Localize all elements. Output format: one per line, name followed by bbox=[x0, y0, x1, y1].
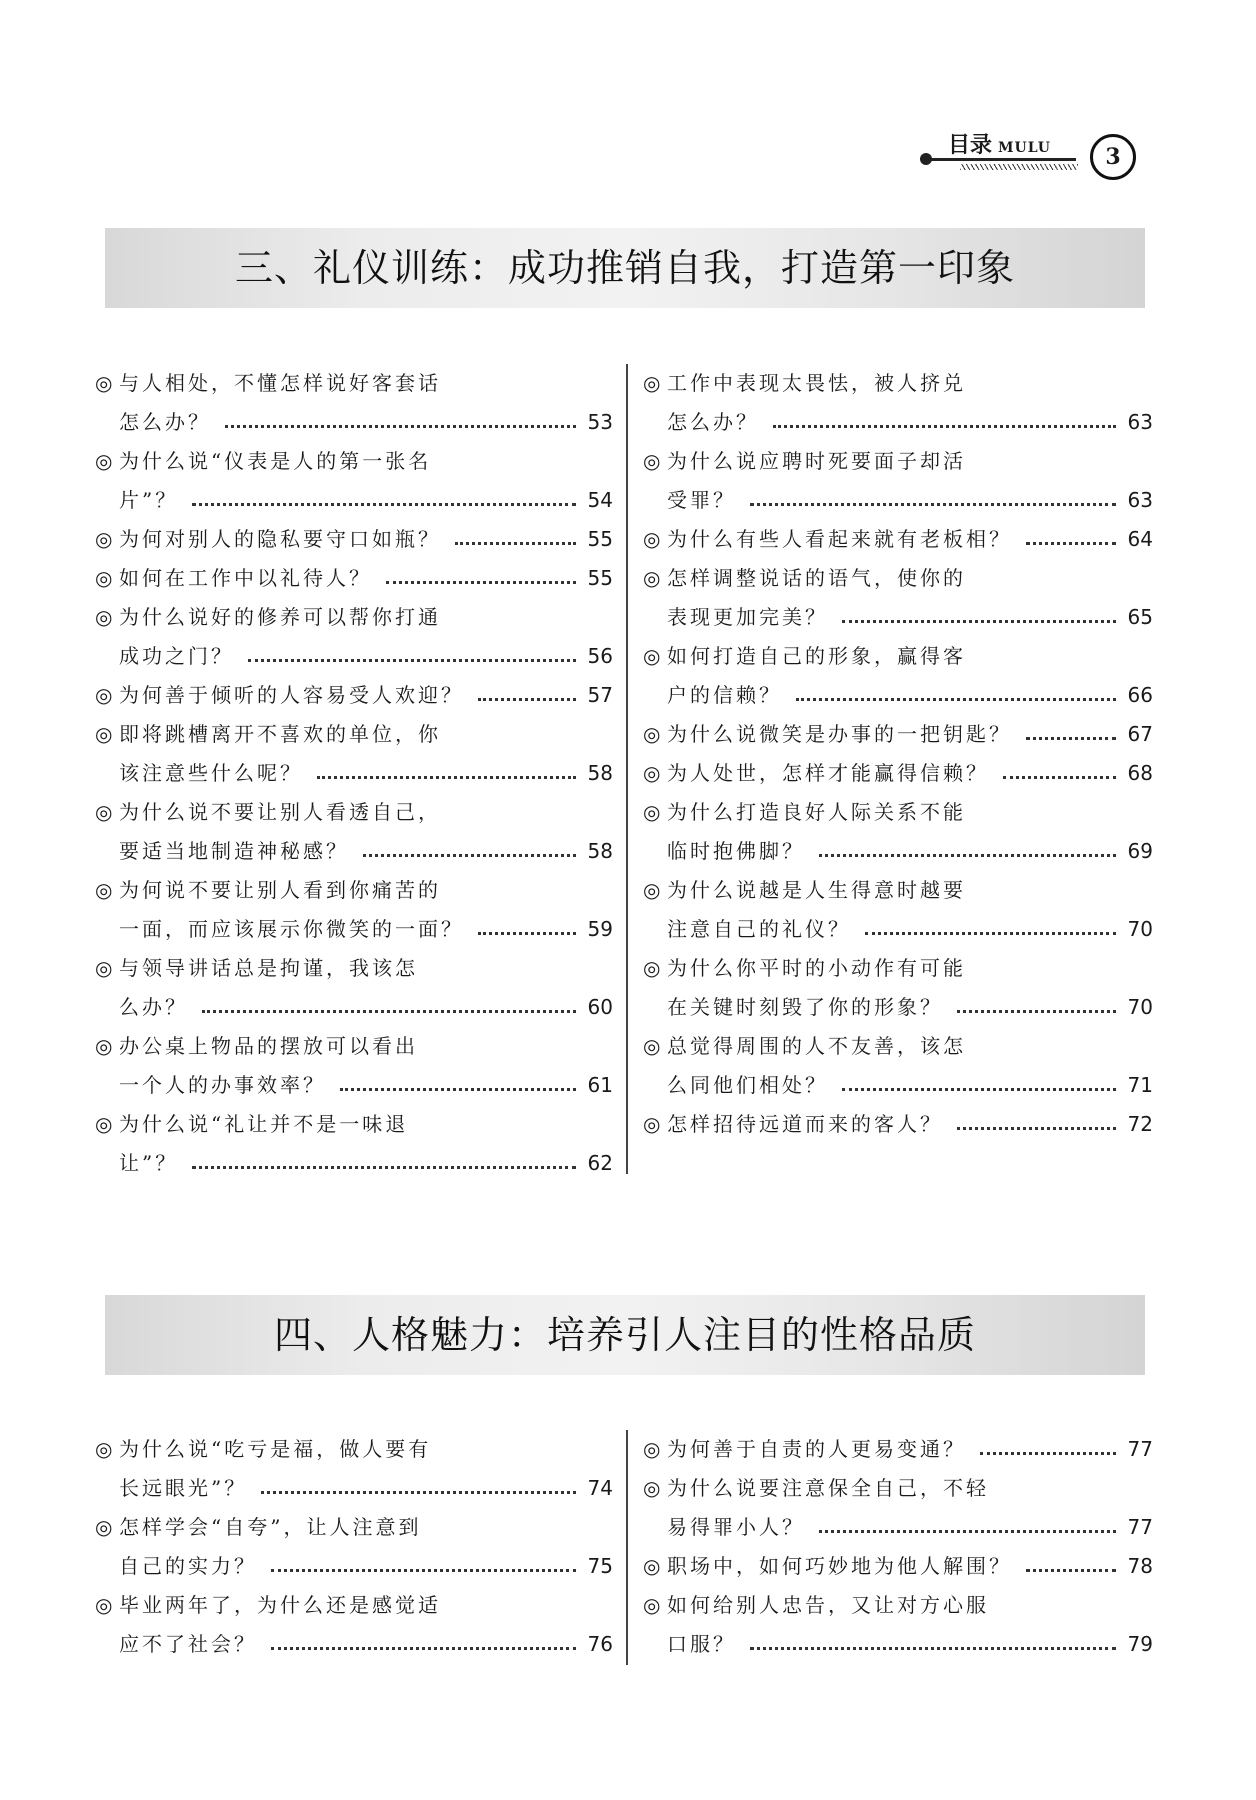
toc-entry-title: 为何说不要让别人看到你痛苦的 bbox=[119, 878, 441, 902]
leader-dots bbox=[317, 776, 576, 779]
header-title-cn: 目录 bbox=[948, 132, 993, 158]
leader-dots bbox=[957, 1010, 1116, 1013]
toc-entry-title: 工作中表现太畏怯，被人挤兑 bbox=[667, 371, 966, 395]
leader-dots bbox=[261, 1491, 575, 1494]
toc-entry-first-line bbox=[643, 442, 1153, 481]
bullet-icon: ◎ bbox=[95, 527, 113, 551]
toc-entry-first-line bbox=[643, 559, 1153, 598]
toc-page-number: 58 bbox=[587, 839, 613, 863]
bullet-icon: ◎ bbox=[643, 371, 661, 395]
bullet-icon: ◎ bbox=[643, 1034, 661, 1058]
toc-entry-first-line bbox=[643, 364, 1153, 403]
toc-entry[interactable] bbox=[643, 1027, 1153, 1105]
toc-entry-last-line bbox=[643, 988, 1153, 1027]
toc-entry[interactable] bbox=[643, 559, 1153, 637]
toc-page-number: 70 bbox=[1127, 995, 1153, 1019]
leader-dots bbox=[1026, 1569, 1116, 1572]
toc-page-number: 62 bbox=[587, 1151, 613, 1175]
toc-entry[interactable] bbox=[643, 520, 1153, 559]
toc-entry-title: 办公桌上物品的摆放可以看出 bbox=[119, 1034, 418, 1058]
leader-dots bbox=[1003, 776, 1116, 779]
bullet-icon: ◎ bbox=[643, 644, 661, 668]
leader-dots bbox=[225, 425, 576, 428]
toc-entry[interactable] bbox=[95, 793, 613, 871]
toc-entry-first-line bbox=[643, 1469, 1153, 1508]
toc-entry-last-line bbox=[643, 832, 1153, 871]
bullet-icon: ◎ bbox=[95, 1593, 113, 1617]
toc-entry-last-line bbox=[643, 715, 1153, 754]
toc-entry-title: 怎样学会“自夸”，让人注意到 bbox=[119, 1515, 422, 1539]
bullet-icon: ◎ bbox=[95, 566, 113, 590]
leader-dots bbox=[478, 698, 576, 701]
toc-entry[interactable] bbox=[95, 676, 613, 715]
toc-page-number: 75 bbox=[587, 1554, 613, 1578]
toc-entry-title-cont: 户的信赖？ bbox=[667, 683, 782, 707]
toc-entry-last-line bbox=[95, 1469, 613, 1508]
toc-entry-last-line bbox=[95, 559, 613, 598]
leader-dots bbox=[478, 932, 576, 935]
leader-dots bbox=[980, 1452, 1116, 1455]
toc-entry[interactable] bbox=[95, 559, 613, 598]
toc-page-number: 69 bbox=[1127, 839, 1153, 863]
toc-entry-title: 为什么说好的修养可以帮你打通 bbox=[119, 605, 441, 629]
toc-entry-last-line bbox=[643, 403, 1153, 442]
toc-entry-title: 为什么说应聘时死要面子却活 bbox=[667, 449, 966, 473]
toc-entry-title: 为何善于自责的人更易变通？ bbox=[667, 1437, 966, 1461]
toc-entry[interactable] bbox=[643, 1547, 1153, 1586]
toc-entry[interactable] bbox=[643, 793, 1153, 871]
leader-dots bbox=[842, 620, 1116, 623]
toc-entry-last-line bbox=[95, 403, 613, 442]
toc-entry[interactable] bbox=[95, 1586, 613, 1664]
bullet-icon: ◎ bbox=[95, 800, 113, 824]
toc-entry-first-line bbox=[95, 793, 613, 832]
toc-page-number: 55 bbox=[587, 566, 613, 590]
toc-page-number: 61 bbox=[587, 1073, 613, 1097]
toc-entry-title: 即将跳槽离开不喜欢的单位，你 bbox=[119, 722, 441, 746]
toc-entry-last-line bbox=[643, 1066, 1153, 1105]
toc-entry[interactable] bbox=[95, 520, 613, 559]
toc-entry-last-line bbox=[95, 481, 613, 520]
toc-page-number: 78 bbox=[1127, 1554, 1153, 1578]
toc-entry-last-line bbox=[643, 1547, 1153, 1586]
toc-page-number: 67 bbox=[1127, 722, 1153, 746]
leader-dots bbox=[192, 503, 575, 506]
toc-entry[interactable] bbox=[95, 1105, 613, 1183]
toc-entry-title: 怎样招待远道而来的客人？ bbox=[667, 1112, 943, 1136]
bullet-icon: ◎ bbox=[95, 1034, 113, 1058]
toc-page-number: 56 bbox=[587, 644, 613, 668]
toc-entry-first-line bbox=[95, 1586, 613, 1625]
bullet-icon: ◎ bbox=[95, 1437, 113, 1461]
toc-entry-last-line bbox=[95, 637, 613, 676]
toc-entry-title-cont: 片”？ bbox=[119, 488, 179, 512]
toc-entry-last-line bbox=[95, 910, 613, 949]
toc-entry-first-line bbox=[95, 442, 613, 481]
bullet-icon: ◎ bbox=[95, 1112, 113, 1136]
leader-dots bbox=[271, 1647, 576, 1650]
leader-dots bbox=[1026, 542, 1116, 545]
toc-entry-title-cont: 易得罪小人？ bbox=[667, 1515, 805, 1539]
bullet-icon: ◎ bbox=[643, 449, 661, 473]
toc-entry-title: 如何打造自己的形象，赢得客 bbox=[667, 644, 966, 668]
bullet-icon: ◎ bbox=[643, 878, 661, 902]
toc-entry-last-line bbox=[95, 988, 613, 1027]
bullet-icon: ◎ bbox=[95, 956, 113, 980]
toc-entry[interactable] bbox=[643, 1586, 1153, 1664]
toc-entry-title: 怎样调整说话的语气，使你的 bbox=[667, 566, 966, 590]
toc-entry-last-line bbox=[643, 1430, 1153, 1469]
leader-dots bbox=[271, 1569, 576, 1572]
header-hatch bbox=[960, 164, 1078, 170]
bullet-icon: ◎ bbox=[95, 683, 113, 707]
toc-entry[interactable] bbox=[95, 598, 613, 676]
page-number: 3 bbox=[1090, 134, 1136, 180]
toc-entry-title-cont: 一个人的办事效率？ bbox=[119, 1073, 326, 1097]
toc-entry-first-line bbox=[643, 793, 1153, 832]
toc-entry[interactable] bbox=[95, 715, 613, 793]
leader-dots bbox=[842, 1088, 1116, 1091]
toc-column-left bbox=[95, 1430, 613, 1664]
toc-entry-title-cont: 要适当地制造神秘感？ bbox=[119, 839, 349, 863]
toc-page-number: 77 bbox=[1127, 1515, 1153, 1539]
toc-entry-last-line bbox=[643, 1508, 1153, 1547]
leader-dots bbox=[819, 1530, 1116, 1533]
toc-entry-title: 为什么说不要让别人看透自己， bbox=[119, 800, 441, 824]
toc-entry-title: 为什么说要注意保全自己，不轻 bbox=[667, 1476, 989, 1500]
toc-page-number: 54 bbox=[587, 488, 613, 512]
bullet-icon: ◎ bbox=[95, 605, 113, 629]
toc-page-number: 57 bbox=[587, 683, 613, 707]
section-title: 四、人格魅力：培养引人注目的性格品质 bbox=[273, 1313, 976, 1357]
toc-page-number: 63 bbox=[1127, 410, 1153, 434]
toc-entry-last-line bbox=[95, 754, 613, 793]
toc-page-number: 68 bbox=[1127, 761, 1153, 785]
toc-entry-title-cont: 在关键时刻毁了你的形象？ bbox=[667, 995, 943, 1019]
toc-entry-last-line bbox=[643, 754, 1153, 793]
toc-entry-title-cont: 临时抱佛脚？ bbox=[667, 839, 805, 863]
toc-entry[interactable] bbox=[643, 1469, 1153, 1547]
toc-entry-first-line bbox=[95, 949, 613, 988]
bullet-icon: ◎ bbox=[95, 1515, 113, 1539]
bullet-icon: ◎ bbox=[643, 800, 661, 824]
toc-entry-title-cont: 怎么办？ bbox=[667, 410, 759, 434]
toc-entry-title: 为什么打造良好人际关系不能 bbox=[667, 800, 966, 824]
toc-entry-last-line bbox=[95, 832, 613, 871]
toc-entry-title-cont: 该注意些什么呢？ bbox=[119, 761, 303, 785]
toc-entry-title: 为什么你平时的小动作有可能 bbox=[667, 956, 966, 980]
toc-page-number: 65 bbox=[1127, 605, 1153, 629]
bullet-icon: ◎ bbox=[95, 722, 113, 746]
toc-entry-last-line bbox=[95, 1144, 613, 1183]
toc-entry-first-line bbox=[643, 1027, 1153, 1066]
toc-page-number: 74 bbox=[587, 1476, 613, 1500]
toc-entry-title: 为人处世，怎样才能赢得信赖？ bbox=[667, 761, 989, 785]
toc-entry-title: 为何善于倾听的人容易受人欢迎？ bbox=[119, 683, 464, 707]
toc-page-number: 58 bbox=[587, 761, 613, 785]
leader-dots bbox=[819, 854, 1116, 857]
leader-dots bbox=[340, 1088, 576, 1091]
toc-entry-first-line bbox=[643, 1586, 1153, 1625]
toc-entry-last-line bbox=[95, 520, 613, 559]
header-dot bbox=[920, 153, 932, 165]
toc-entry-last-line bbox=[95, 1066, 613, 1105]
toc-entry-title: 为什么说“仪表是人的第一张名 bbox=[119, 449, 432, 473]
toc-entry[interactable] bbox=[643, 871, 1153, 949]
leader-dots bbox=[750, 1647, 1116, 1650]
toc-entry-title: 如何在工作中以礼待人？ bbox=[119, 566, 372, 590]
toc-page-number: 55 bbox=[587, 527, 613, 551]
toc-entry-title-cont: 么同他们相处？ bbox=[667, 1073, 828, 1097]
toc-entry-title: 毕业两年了，为什么还是感觉适 bbox=[119, 1593, 441, 1617]
toc-entry[interactable] bbox=[643, 364, 1153, 442]
leader-dots bbox=[957, 1127, 1116, 1130]
toc-entry-last-line bbox=[95, 1547, 613, 1586]
toc-entry-last-line bbox=[95, 676, 613, 715]
toc-page-number: 53 bbox=[587, 410, 613, 434]
leader-dots bbox=[386, 581, 576, 584]
toc-entry[interactable] bbox=[95, 1430, 613, 1508]
toc-entry-last-line bbox=[643, 910, 1153, 949]
toc-entry[interactable] bbox=[95, 442, 613, 520]
toc-entry-title: 为什么有些人看起来就有老板相？ bbox=[667, 527, 1012, 551]
toc-entry-title: 如何给别人忠告，又让对方心服 bbox=[667, 1593, 989, 1617]
toc-entry-title: 总觉得周围的人不友善，该怎 bbox=[667, 1034, 966, 1058]
toc-page-number: 64 bbox=[1127, 527, 1153, 551]
toc-entry-first-line bbox=[95, 715, 613, 754]
header-title bbox=[948, 128, 1051, 159]
bullet-icon: ◎ bbox=[95, 371, 113, 395]
toc-entry-last-line bbox=[643, 481, 1153, 520]
toc-page-number: 59 bbox=[587, 917, 613, 941]
toc-entry[interactable] bbox=[643, 637, 1153, 715]
toc-page-number: 71 bbox=[1127, 1073, 1153, 1097]
bullet-icon: ◎ bbox=[643, 1593, 661, 1617]
toc-entry-title-cont: 表现更加完美？ bbox=[667, 605, 828, 629]
toc-entry[interactable] bbox=[643, 754, 1153, 793]
toc-page-number: 63 bbox=[1127, 488, 1153, 512]
toc-entry-title-cont: 让”？ bbox=[119, 1151, 179, 1175]
toc-entry-title-cont: 注意自己的礼仪？ bbox=[667, 917, 851, 941]
toc-entry-last-line bbox=[643, 1625, 1153, 1664]
bullet-icon: ◎ bbox=[643, 1437, 661, 1461]
toc-entry[interactable] bbox=[643, 1105, 1153, 1144]
toc-entry-last-line bbox=[643, 676, 1153, 715]
toc-entry[interactable] bbox=[95, 364, 613, 442]
toc-entry-title: 职场中，如何巧妙地为他人解围？ bbox=[667, 1554, 1012, 1578]
bullet-icon: ◎ bbox=[643, 566, 661, 590]
header-title-latin: MULU bbox=[998, 140, 1052, 156]
toc-entry-last-line bbox=[95, 1625, 613, 1664]
bullet-icon: ◎ bbox=[643, 1476, 661, 1500]
toc-column-left bbox=[95, 364, 613, 1183]
toc-entry-first-line bbox=[643, 871, 1153, 910]
leader-dots bbox=[865, 932, 1116, 935]
toc-entry-title: 为何对别人的隐私要守口如瓶？ bbox=[119, 527, 441, 551]
toc-page-number: 77 bbox=[1127, 1437, 1153, 1461]
toc-entry-title: 为什么说“礼让并不是一味退 bbox=[119, 1112, 409, 1136]
toc-entry-first-line bbox=[643, 949, 1153, 988]
toc-entry-title-cont: 一面，而应该展示你微笑的一面？ bbox=[119, 917, 464, 941]
toc-entry-last-line bbox=[643, 1105, 1153, 1144]
toc-entry-title: 为什么说“吃亏是福，做人要有 bbox=[119, 1437, 432, 1461]
toc-entry-title-cont: 怎么办？ bbox=[119, 410, 211, 434]
leader-dots bbox=[455, 542, 576, 545]
toc-entry[interactable] bbox=[643, 1430, 1153, 1469]
leader-dots bbox=[248, 659, 576, 662]
toc-entry-title-cont: 自己的实力？ bbox=[119, 1554, 257, 1578]
toc-entry-first-line bbox=[95, 1430, 613, 1469]
toc-entry-title: 为什么说越是人生得意时越要 bbox=[667, 878, 966, 902]
toc-entry-first-line bbox=[95, 871, 613, 910]
toc-entry-first-line bbox=[95, 1508, 613, 1547]
leader-dots bbox=[773, 425, 1116, 428]
bullet-icon: ◎ bbox=[643, 761, 661, 785]
toc-page-number: 70 bbox=[1127, 917, 1153, 941]
toc-entry[interactable] bbox=[95, 871, 613, 949]
leader-dots bbox=[1026, 737, 1116, 740]
leader-dots bbox=[363, 854, 576, 857]
toc-column-right bbox=[643, 364, 1153, 1144]
toc-entry-title: 为什么说微笑是办事的一把钥匙？ bbox=[667, 722, 1012, 746]
toc-entry-title-cont: 么办？ bbox=[119, 995, 188, 1019]
toc-entry-first-line bbox=[95, 1027, 613, 1066]
toc-entry-title: 与领导讲话总是拘谨，我该怎 bbox=[119, 956, 418, 980]
toc-entry-title-cont: 成功之门？ bbox=[119, 644, 234, 668]
column-divider bbox=[626, 1430, 628, 1665]
bullet-icon: ◎ bbox=[643, 1554, 661, 1578]
toc-entry-first-line bbox=[95, 364, 613, 403]
toc-entry-title-cont: 受罪？ bbox=[667, 488, 736, 512]
running-header bbox=[920, 128, 1150, 188]
section-title: 三、礼仪训练：成功推销自我，打造第一印象 bbox=[234, 246, 1015, 290]
toc-column-right bbox=[643, 1430, 1153, 1664]
bullet-icon: ◎ bbox=[95, 878, 113, 902]
bullet-icon: ◎ bbox=[95, 449, 113, 473]
leader-dots bbox=[192, 1166, 575, 1169]
section-banner bbox=[105, 228, 1145, 308]
toc-entry[interactable] bbox=[95, 949, 613, 1027]
toc-entry-first-line bbox=[95, 1105, 613, 1144]
toc-entry[interactable] bbox=[643, 442, 1153, 520]
toc-entry-title-cont: 口服？ bbox=[667, 1632, 736, 1656]
column-divider bbox=[626, 364, 628, 1174]
toc-entry[interactable] bbox=[95, 1027, 613, 1105]
toc-entry[interactable] bbox=[95, 1508, 613, 1586]
toc-entry[interactable] bbox=[643, 715, 1153, 754]
toc-page-number: 79 bbox=[1127, 1632, 1153, 1656]
bullet-icon: ◎ bbox=[643, 1112, 661, 1136]
toc-page-number: 72 bbox=[1127, 1112, 1153, 1136]
toc-entry-last-line bbox=[643, 598, 1153, 637]
leader-dots bbox=[796, 698, 1116, 701]
toc-page-number: 76 bbox=[587, 1632, 613, 1656]
bullet-icon: ◎ bbox=[643, 527, 661, 551]
toc-entry[interactable] bbox=[643, 949, 1153, 1027]
toc-entry-title-cont: 长远眼光”？ bbox=[119, 1476, 248, 1500]
bullet-icon: ◎ bbox=[643, 956, 661, 980]
leader-dots bbox=[202, 1010, 576, 1013]
toc-page-number: 60 bbox=[587, 995, 613, 1019]
toc-entry-first-line bbox=[643, 637, 1153, 676]
section-banner bbox=[105, 1295, 1145, 1375]
toc-entry-first-line bbox=[95, 598, 613, 637]
toc-entry-last-line bbox=[643, 520, 1153, 559]
toc-page-number: 66 bbox=[1127, 683, 1153, 707]
toc-entry-title: 与人相处，不懂怎样说好客套话 bbox=[119, 371, 441, 395]
bullet-icon: ◎ bbox=[643, 722, 661, 746]
leader-dots bbox=[750, 503, 1116, 506]
toc-entry-title-cont: 应不了社会？ bbox=[119, 1632, 257, 1656]
